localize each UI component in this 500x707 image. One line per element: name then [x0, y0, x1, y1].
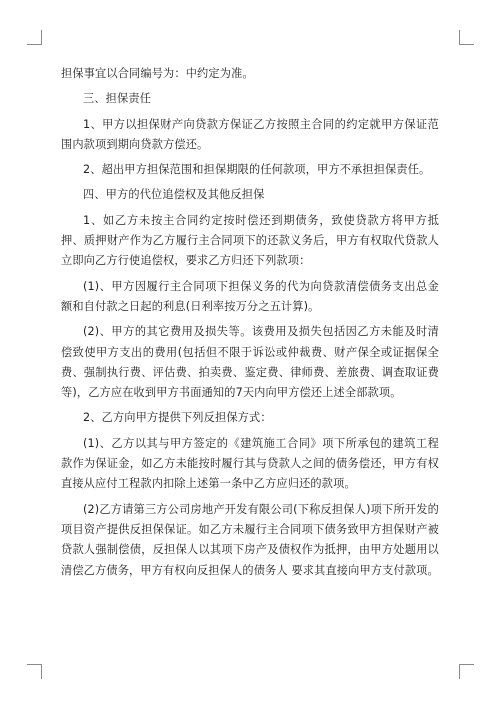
- document-body: [61, 64, 439, 581]
- heading-subrogation: 四、甲方的代位追偿权及其他反担保: [83, 188, 265, 202]
- paragraph-guarantee-matters: 担保事宜以合同编号为：中约定为准。: [61, 67, 254, 80]
- crop-mark-top-right: [459, 30, 474, 45]
- crop-mark-bottom-right: [459, 664, 474, 679]
- paragraph-counter-guarantee: 2、乙方向甲方提供下列反担保方式：: [83, 411, 272, 425]
- crop-mark-bottom-left: [27, 664, 42, 679]
- crop-mark-top-left: [27, 30, 42, 45]
- paragraph-subrogation-1: 1、如乙方未按主合同约定按时偿还到期债务，致使贷款方将甲方抵押、质押财产作为乙方履行主合同项下的还款义务后，甲方有权取代贷款人立即向乙方行使追偿权，要求乙方归还下列款项：: [61, 213, 439, 268]
- paragraph-counter-guarantee-item-1: (1)、乙方以其与甲方签定的《建筑施工合同》项下所承包的建筑工程款作为保证金，如乙方未能按时履行其与贷款人之间的债务偿还，甲方有权直接从应付工程款内扣除上述第一条中乙方应归还的款项。: [61, 436, 439, 491]
- heading-guarantee-liability: 三、担保责任: [83, 92, 152, 106]
- paragraph-counter-guarantee-item-2: (2)乙方请第三方公司房地产开发有限公司(下称反担保人)项下所开发的 项目资产提供反担保保证。如乙方未履行主合同项下债务致甲方担保财产被贷款人强制偿债，反担保人以其项下房产及债权作为抵押，由甲方处题用以清偿乙方债务，甲方有权向反担保人的债务人 要求其直接向甲方支付款项。: [61, 502, 439, 577]
- paragraph-subrogation-1-item-1: (1)、甲方因履行主合同项下担保义务的代为向贷款清偿债务支出总金额和自付款之日起的利息(日利率按万分之五计算)。: [61, 279, 439, 313]
- paragraph-liability-2: 2、超出甲方担保范围和担保期限的任何款项，甲方不承担担保责任。: [83, 163, 431, 177]
- paragraph-subrogation-1-item-2: (2)、甲方的其它费用及损失等。该费用及损失包括因乙方未能及时清偿致使甲方支出的费用(包括但不限于诉讼或仲裁费、财产保全或证据保全费、强制执行费、评估费、拍卖费、鉴定费、律师费、差旅费、调查取证费等)，乙方应在收到甲方书面通知的7天内向甲方偿还上述全部款项。: [61, 325, 439, 400]
- paragraph-liability-1: 1、甲方以担保财产向贷款方保证乙方按照主合同的约定就甲方保证范围内款项到期向贷款方偿还。: [61, 117, 439, 151]
